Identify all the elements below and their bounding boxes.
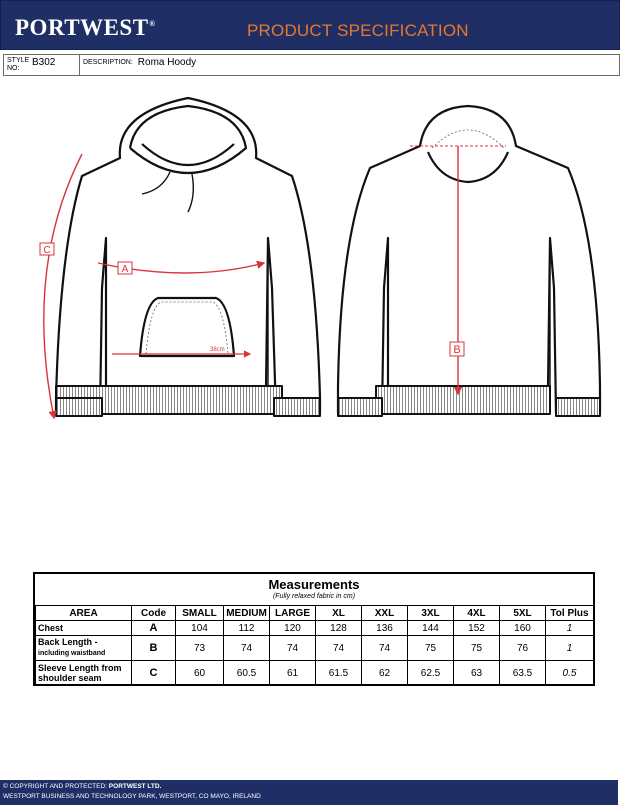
area-cell: Chest (36, 621, 132, 636)
style-no-value: B302 (32, 57, 56, 68)
area-label: Back Length - (38, 637, 98, 647)
col-header: Tol Plus (546, 606, 594, 621)
description-cell (80, 55, 619, 75)
area-note: including waistband (38, 650, 106, 657)
page-footer (0, 780, 618, 805)
page-header (0, 0, 620, 50)
description-value: Roma Hoody (137, 57, 197, 68)
marker-a-label: A (121, 264, 129, 275)
value-cell: 120 (270, 621, 316, 636)
front-right-cuff (274, 398, 320, 416)
table-row (36, 621, 594, 636)
value-cell: 104 (176, 621, 224, 636)
value-cell: 61 (270, 661, 316, 686)
value-cell: 128 (316, 621, 362, 636)
table-row (36, 636, 594, 661)
hoodie-back-view (338, 106, 600, 416)
table-row (36, 661, 594, 686)
value-cell: 74 (270, 636, 316, 661)
value-cell: 62.5 (408, 661, 454, 686)
value-cell: 160 (500, 621, 546, 636)
brand-name: PORTWEST (15, 15, 149, 40)
brand-logo (15, 15, 155, 41)
col-header: Code (132, 606, 176, 621)
hoodie-technical-drawing (20, 88, 610, 436)
code-cell: C (132, 661, 176, 686)
front-left-cuff (56, 398, 102, 416)
value-cell: 75 (454, 636, 500, 661)
col-header: XL (316, 606, 362, 621)
tolerance-cell: 0.5 (546, 661, 594, 686)
value-cell: 63.5 (500, 661, 546, 686)
code-cell: A (132, 621, 176, 636)
value-cell: 63 (454, 661, 500, 686)
col-header: 4XL (454, 606, 500, 621)
measurements-table (35, 605, 594, 686)
style-no-label: STYLE NO: (7, 57, 30, 72)
col-header: AREA (36, 606, 132, 621)
measurements-table-box (33, 572, 595, 686)
marker-c-label: C (43, 245, 51, 256)
back-left-cuff (338, 398, 382, 416)
hoodie-front-view (56, 98, 320, 416)
value-cell: 74 (224, 636, 270, 661)
col-header: LARGE (270, 606, 316, 621)
pocket-width-label: 38cm (210, 347, 225, 353)
back-right-cuff (556, 398, 600, 416)
value-cell: 76 (500, 636, 546, 661)
col-header: 3XL (408, 606, 454, 621)
copyright-text: © COPYRIGHT AND PROTECTED: (3, 783, 109, 790)
product-info-row (3, 54, 620, 76)
value-cell: 74 (316, 636, 362, 661)
description-label: DESCRIPTION: (83, 59, 133, 66)
value-cell: 136 (362, 621, 408, 636)
style-no-cell (4, 55, 80, 75)
value-cell: 75 (408, 636, 454, 661)
col-header: 5XL (500, 606, 546, 621)
value-cell: 74 (362, 636, 408, 661)
front-body-outline (56, 98, 320, 413)
measurements-subtitle: (Fully relaxed fabric in cm) (272, 593, 356, 600)
value-cell: 152 (454, 621, 500, 636)
garment-drawing (20, 88, 610, 436)
copyright-brand: PORTWEST LTD. (108, 783, 162, 790)
table-header-row (36, 606, 594, 621)
value-cell: 61.5 (316, 661, 362, 686)
area-cell: Sleeve Length from shoulder seam (36, 661, 132, 686)
tolerance-cell: 1 (546, 621, 594, 636)
value-cell: 60 (176, 661, 224, 686)
document-title: PRODUCT SPECIFICATION (247, 21, 469, 40)
copyright-line (3, 782, 618, 792)
brand-registered-mark: ® (149, 21, 156, 29)
col-header: XXL (362, 606, 408, 621)
back-waistband (376, 386, 550, 414)
value-cell: 62 (362, 661, 408, 686)
area-cell (36, 636, 132, 661)
value-cell: 60.5 (224, 661, 270, 686)
back-body-outline (338, 106, 600, 413)
value-cell: 144 (408, 621, 454, 636)
address-line: WESTPORT BUSINESS AND TECHNOLOGY PARK, WESTPORT, CO MAYO, IRELAND (3, 793, 261, 800)
measurements-title: Measurements (268, 577, 360, 592)
col-header: MEDIUM (224, 606, 270, 621)
marker-b-label: B (453, 344, 461, 356)
col-header: SMALL (176, 606, 224, 621)
value-cell: 73 (176, 636, 224, 661)
value-cell: 112 (224, 621, 270, 636)
code-cell: B (132, 636, 176, 661)
tolerance-cell: 1 (546, 636, 594, 661)
